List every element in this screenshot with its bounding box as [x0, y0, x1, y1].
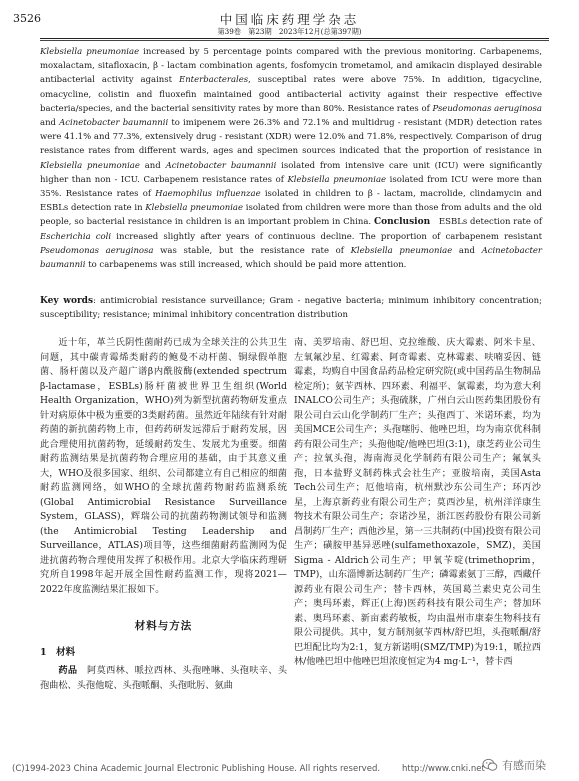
header-rule: [40, 38, 549, 39]
right-column-text: 南、美罗培南、舒巴坦、克拉维酸、庆大霉素、阿米卡星、左氧氟沙星、红霉素、阿奇霉素、克林霉素、呋喃妥因、链霉素，均购自中国食品药品检定研究院(或中国药品生物制品检定所)；氨苄西林、四环素、利福平、氯霉素，均为意大利INALCO公司生产；头孢硫脒，广州白云山医药集团股份有限公司白云山化学制药厂生产；头孢西丁、米诺环素，均为美国MCE公司生产；头孢噻肟、他唑巴坦，均为南京优科制药有限公司生产；头孢他啶/他唑巴坦(3:1)，康芝药业公司生产；拉氧头孢，海南海灵化学制药有限公司生产；氟氧头孢，日本盐野义制药株式会社生产；亚胺培南，美国Asta Tech公司生产；厄他培南，杭州默沙东公司生产；环丙沙星，上海京新药业有限公司生产；莫西沙星，杭州洋洋康生物技术有限公司生产；奈诺沙星，浙江医药股份有限公司新昌制药厂生产；西他沙星，第一三共制药(中国)投资有限公司生产；磺胺甲基异恶唑(sulfamethoxazole，SMZ)，美国Sigma - Aldrich公司生产；甲氧苄啶(trimethoprim，TMP)，山东淄博新达制药厂生产；磷霉素氨丁三醇，西藏仟源药业有限公司生产；替卡西林，英国葛兰素史克公司生产；奥玛环素，辉正(上海)医药科技有限公司生产；替加环素、奥玛环素、新亩素药敏板，均由温州市康泰生物科技有限公司提供。其中，复方制剂氨苄西林/舒巴坦，头孢哌酮/舒巴坦配比均为2:1，复方新诺明(SMZ/TMP)为19:1，哌拉西林/他唑巴坦中他唑巴坦浓度恒定为4 mg·L⁻¹，替卡西: [294, 337, 541, 667]
keywords-text: : antimicrobial resistance surveillance; Gram - negative bacteria; minimum inhibitory concentration; susceptibility; resistance; minimal inhibitory concentration distribution: [40, 296, 542, 321]
header-rule-thin: [40, 40, 549, 41]
journal-title: 中国临床药理学杂志: [219, 12, 360, 27]
keywords-label: Key words: [40, 296, 94, 306]
footer-copyright: (C)1994-2023 China Academic Journal Electronic Publishing House. All rights reserved.: [12, 764, 381, 774]
watermark-text: 有感而染: [502, 759, 546, 772]
journal-meta: 第39卷 第23期 2023年12月(总第397期): [217, 27, 362, 36]
intro-paragraph: 近十年，革兰氏阴性菌耐药已成为全球关注的公共卫生问题，其中碳青霉烯类耐药的鲍曼不动杆菌、铜绿假单胞菌、肠杆菌以及产超广谱β内酰胺酶(extended spectrum β-lactamase，ESBLs)肠杆菌被世界卫生组织(World Health Organization，WHO)列为新型抗菌药物研发重点针对病原体中极为重要的3类耐药菌。虽然近年陆续有针对耐药菌的新抗菌药物上市，但药药研发远滞后于耐药发展，因此合理使用抗菌药物，延缓耐药发生、发展尤为重要。细菌耐药监测结果是抗菌药物合理应用的基础，由于其意义重大，WHO及很多国家、组织、公司都建立有自己相应的细菌耐药监测网络，如WHO的全球抗菌药物耐药监测系统(Global Antimicrobial Resistance Surveillance System，GLASS)，辉瑞公司的抗菌药物测试领导和监测(the Antimicrobial Testing Leadership and Surveillance，ATLAS)项目等，这些细菌耐药监测网为促进抗菌药物合理使用发挥了积极作用。北京大学临床药理研究所自1998年起开展全国性耐药监测工作，现将2021—2022年度监测结果汇报如下。: [40, 337, 287, 595]
abstract-text: Klebsiella pneumoniae increased by 5 percentage points compared with the previous monitoring. Carbapenems, moxalactam, sitafloxacin, β - lactam combination agents, fosfomycin trometamol, and amikacin displayed desirable antibacterial activity against Enterbacterales, susceptibal rates were above 75%. In addition, tigacycline, omacycline, colistin and fluoxefin maintained good antibacterial activity against their respective effective bacteria/species, and the bacterial sensitivity rates by more than 80%. Resistance rates of Pseudomonas aeruginosa and Acinetobacter baumannii to imipenem were 26.3% and 72.1% and multidrug - resistant (MDR) detection rates were 41.1% and 77.3%, extensively drug - resistant (XDR) were 12.0% and 71.8%, respectively. Comparison of drug resistance rates from different wards, ages and specimen sources indicated that the proportion of resistance in Klebsiella pneumoniae and Acinetobacter baumannii isolated from intensive care unit (ICU) were significantly higher than non - ICU. Carbapenem resistance rates of Klebsiella pneumoniae isolated from ICU were more than 35%. Resistance rates of Haemophilus influenzae isolated in children to β - lactam, macrolide, clindamycin and ESBLs detection rate in Klebsiella pneumoniae isolated from children were more than those from adults and the old people, so bacterial resistance in children is an important problem in China. Conclusion ESBLs detection rate of Escherichia coli increased slightly after years of continuous decline. The proportion of carbapenem resistant Pseudomonas aeruginosa was stable, but the resistance rate of Klebsiella pneumoniae and Acinetobacter baumannii to carbapenems was still increased, which should be paid more attention.: [40, 47, 543, 271]
drugs-label: 药品: [58, 665, 78, 676]
page-number: 3526: [13, 12, 41, 25]
conclusion-label: Conclusion: [373, 217, 431, 228]
left-column: [40, 336, 287, 693]
right-column: [294, 336, 541, 670]
watermark: [482, 757, 546, 773]
subsection-title: 1 材料: [40, 646, 76, 658]
keywords: [40, 294, 542, 322]
wechat-icon: [482, 757, 498, 773]
footer-url[interactable]: http://www.cnki.net: [402, 764, 485, 774]
section-title: 材料与方法: [134, 620, 193, 632]
drugs-paragraph: 药品 阿莫西林、哌拉西林、头孢唑啉、头孢呋辛、头孢曲松、头孢他啶、头孢哌酮、头孢吡肟、氨曲: [40, 665, 288, 691]
